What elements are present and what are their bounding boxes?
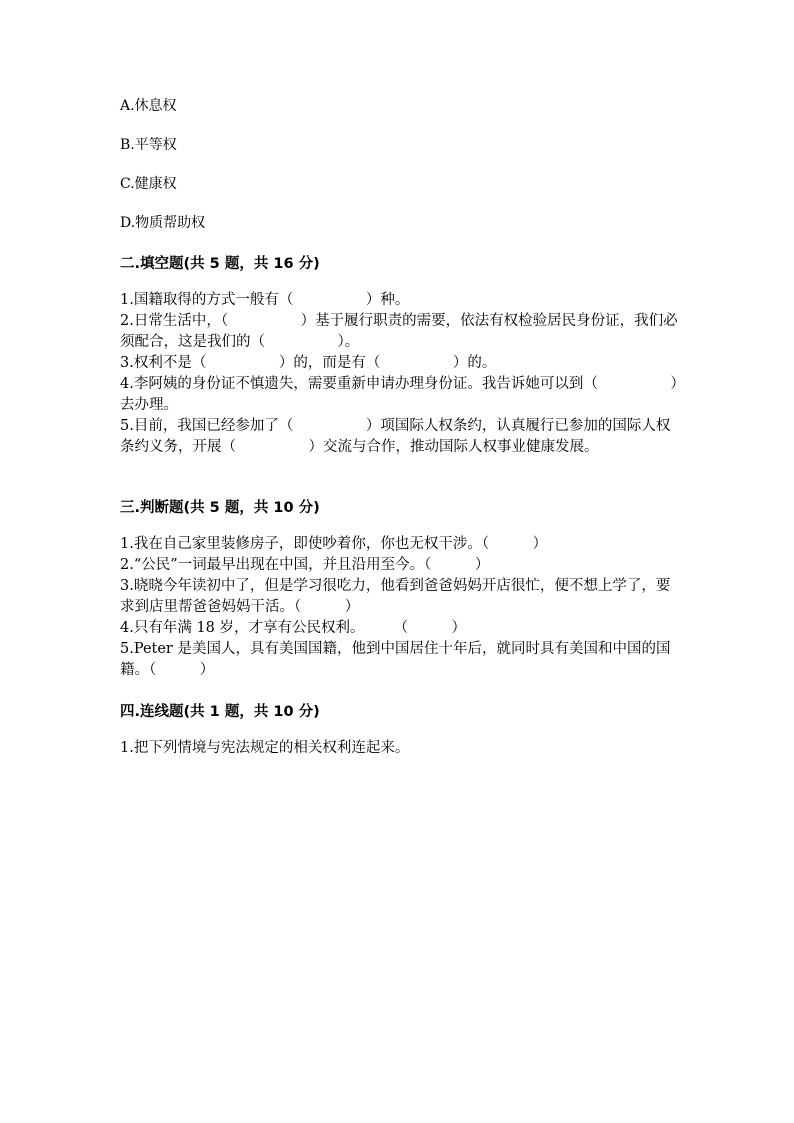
option-b: B.平等权	[120, 137, 177, 153]
true-false-section	[120, 498, 680, 681]
option-c: C.健康权	[120, 176, 177, 192]
question-item: 1.我在自己家里装修房子，即使吵着你，你也无权干涉。（ ）	[120, 536, 548, 552]
option-a: A.休息权	[120, 98, 177, 114]
section-title: 三.判断题(共 5 题，共 10 分)	[120, 500, 320, 516]
matching-section	[120, 702, 680, 759]
question-item: 3.晓晓今年读初中了，但是学习很吃力，他看到爸爸妈妈开店很忙，便不想上学了，要求到店里帮爸爸妈妈干活。（ ）	[120, 578, 671, 615]
question-item: 5.Peter 是美国人，具有美国国籍，他到中国居住十年后，就同时具有美国和中国的国籍。（ ）	[120, 641, 671, 678]
question-item: 1.把下列情境与宪法规定的相关权利连起来。	[120, 740, 410, 756]
question-item: 1.国籍取得的方式一般有（ ）种。	[120, 292, 410, 308]
fill-in-blank-section	[120, 254, 680, 458]
question-item: 5.目前，我国已经参加了（ ）项国际人权条约，认真履行已参加的国际人权条约义务，开展（ ）交流与合作，推动国际人权事业健康发展。	[120, 418, 671, 455]
question-item: 4.李阿姨的身份证不慎遗失，需要重新申请办理身份证。我告诉她可以到（ ）去办理。	[120, 376, 678, 413]
question-item: 2.日常生活中，（ ）基于履行职责的需要，依法有权检验居民身份证，我们必须配合，这是我们的（ ）。	[120, 313, 678, 350]
section-title: 二.填空题(共 5 题，共 16 分)	[120, 256, 320, 272]
section-title: 四.连线题(共 1 题，共 10 分)	[120, 704, 320, 720]
question-item: 4.只有年满 18 岁，才享有公民权利。 （ ）	[120, 620, 467, 636]
question-item: 3.权利不是（ ）的，而是有（ ）的。	[120, 355, 497, 371]
option-d: D.物质帮助权	[120, 215, 206, 231]
answer-options	[120, 96, 680, 252]
question-item: 2.“公民”一词最早出现在中国，并且沿用至今。（ ）	[120, 557, 490, 573]
